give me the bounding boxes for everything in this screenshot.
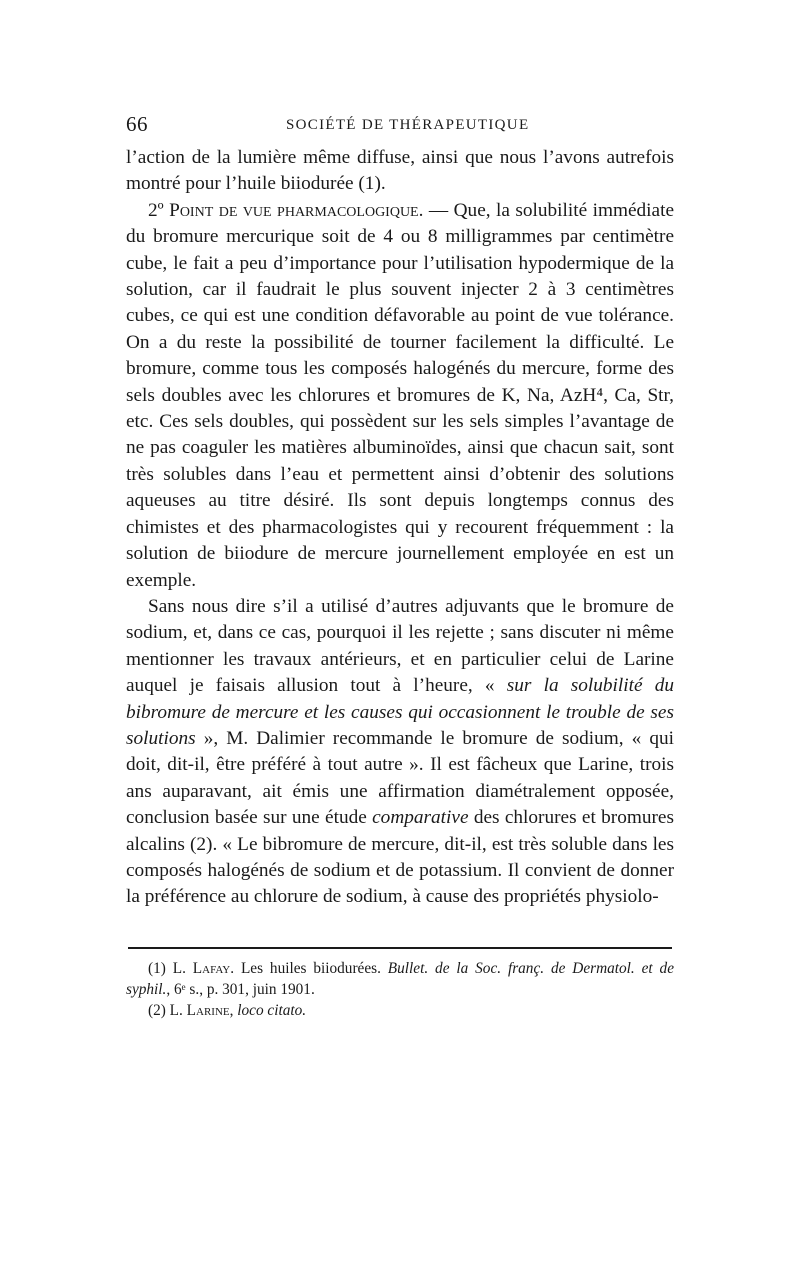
running-head: SOCIÉTÉ DE THÉRAPEUTIQUE	[286, 117, 530, 133]
paragraph-3-part-b: », M. Dalimier recommande le bromure de sodium, « qui doit, dit-il, être préféré à tout autre ». Il est fâcheux que Larine, trois ans auparavant, ait émis une affirmation diamétralement opposée, conclusion basée sur une étude	[126, 727, 674, 829]
footnote-2	[126, 1000, 674, 1021]
footnote-1-title: . Les huiles biiodurées.	[230, 960, 388, 977]
footnote-1-author: Lafay	[192, 960, 231, 977]
footnote-2-ref: loco citato.	[237, 1002, 307, 1019]
footnote-rule	[128, 947, 672, 949]
section-heading: Point de vue pharmacologique.	[169, 199, 424, 221]
section-number: 2º	[148, 199, 164, 221]
paragraph-3	[126, 594, 674, 911]
page-header	[126, 112, 674, 138]
footnote-1	[126, 958, 674, 1000]
footnote-2-author: Larine	[186, 1002, 230, 1019]
footnotes	[126, 958, 674, 1021]
emphasis-comparative: comparative	[372, 807, 469, 829]
footnote-1-details: , 6ᵉ s., p. 301, juin 1901.	[166, 981, 315, 998]
paragraph-2-text: — Que, la solubilité immédiate du bromure mercurique soit de 4 ou 8 milligrammes par centimètre cube, le fait a peu d’importance pour l’utilisation hypodermique de la solution, car il faudrait le plus souvent injecter 2 à 3 centimètres cubes, ce qui est une condition défavorable au point de vue tolérance. On a du reste la possibilité de tourner facilement la difficulté. Le bromure, comme tous les composés halogénés du mercure, forme des sels doubles avec les chlorures et bromures de K, Na, AzH⁴, Ca, Str, etc. Ces sels doubles, qui possèdent sur les sels simples l’avantage de ne pas coaguler les matières albuminoïdes, ainsi que chacun sait, sont très solubles dans l’eau et permettent ainsi d’obtenir des solutions aqueuses au titre désiré. Ils sont depuis longtemps connus des chimistes et des pharmacologistes qui y recourent fréquemment : la solution de biiodure de mercure journellement employée en est un exemple.	[126, 199, 675, 591]
quoted-title: sur la solubilité du bibromure de mercure et les causes qui occasionnent le trouble de ses solutions	[126, 675, 675, 749]
page-number: 66	[126, 112, 148, 136]
paragraph-2	[126, 198, 674, 594]
paragraph-3-part-a: Sans nous dire s’il a utilisé d’autres adjuvants que le bromure de sodium, et, dans ce cas, pourquoi il les rejette ; sans discuter ni même mentionner les travaux antérieurs, et en particulier celui de Larine auquel je faisais allusion tout à l’heure, «	[126, 595, 674, 697]
footnote-2-mark: (2) L.	[148, 1002, 187, 1019]
paragraph-1: l’action de la lumière même diffuse, ainsi que nous l’avons autrefois montré pour l’huile biiodurée (1).	[126, 147, 674, 195]
paragraph-3-part-c: des chlorures et bromures alcalins (2). « Le bibromure de mercure, dit-il, est très soluble dans les composés halogénés de sodium et de potassium. Il convient de donner la préférence au chlorure de sodium, à cause des propriétés physiolo-	[126, 807, 674, 908]
footnote-1-journal: Bullet. de la Soc. franç. de Dermatol. et de syphil.	[126, 960, 674, 998]
body-text	[126, 145, 674, 911]
footnote-2-separator: ,	[229, 1002, 238, 1019]
footnote-1-mark: (1) L.	[148, 960, 193, 977]
